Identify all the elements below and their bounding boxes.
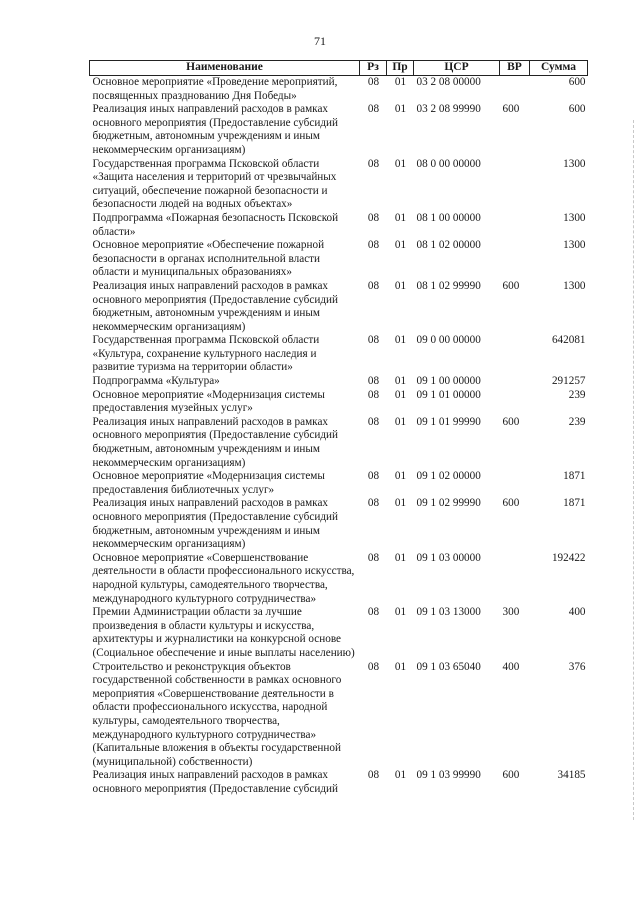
row-sum-cell: 239 xyxy=(568,388,586,401)
row-name-cell: Основное мероприятие «Обеспечение пожарной безопасности в органах исполнительной власти области и муниципальных образованиях» xyxy=(92,239,325,279)
row-vr-cell: 600 xyxy=(502,279,520,292)
row-vr-cell xyxy=(500,334,530,375)
row-name-cell: Государственная программа Псковской области «Защита населения и территорий от чрезвычайных ситуаций, обеспечение пожарной безопасности и безопасности людей на водных объектах» xyxy=(92,157,337,211)
row-sum-cell: 400 xyxy=(568,606,586,619)
row-pr-cell: 01 xyxy=(394,157,407,170)
row-pr-cell: 01 xyxy=(394,497,407,510)
row-pr-cell: 01 xyxy=(394,211,407,224)
row-name-cell: Реализация иных направлений расходов в рамках основного мероприятия (Предоставление субсидий xyxy=(92,769,338,795)
row-csr-cell: 09 1 03 13000 xyxy=(416,606,481,619)
row-rz-cell: 08 xyxy=(367,76,380,88)
table-row xyxy=(90,158,588,212)
row-sum-cell: 291257 xyxy=(551,375,586,388)
row-pr-cell: 01 xyxy=(394,375,407,388)
row-vr-cell: 400 xyxy=(502,660,520,673)
table-row xyxy=(90,375,588,389)
row-csr-cell: 03 2 08 00000 xyxy=(416,76,481,88)
column-header-rz: Рз xyxy=(360,61,387,76)
row-vr-cell: 600 xyxy=(502,415,520,428)
row-csr-cell: 09 1 02 00000 xyxy=(416,470,481,483)
row-rz-cell: 08 xyxy=(367,415,380,428)
row-pr-cell: 01 xyxy=(394,415,407,428)
row-sum-cell: 1871 xyxy=(563,470,586,483)
row-sum-cell: 239 xyxy=(568,415,586,428)
table-row xyxy=(90,416,588,470)
column-header-sum: Сумма xyxy=(530,61,588,76)
row-rz-cell: 08 xyxy=(367,388,380,401)
column-header-csr: ЦСР xyxy=(414,61,500,76)
row-name-cell: Государственная программа Псковской области «Культура, сохранение культурного наследия и развитие туризма на территории области» xyxy=(92,334,320,374)
row-csr-cell: 08 0 00 00000 xyxy=(416,157,481,170)
row-name-cell: Реализация иных направлений расходов в рамках основного мероприятия (Предоставление субсидий бюджетным, автономным учреждениям и иным некоммерческим организациям) xyxy=(92,279,338,333)
row-rz-cell: 08 xyxy=(367,660,380,673)
row-pr-cell: 01 xyxy=(394,76,407,88)
row-pr-cell: 01 xyxy=(394,551,407,564)
row-pr-cell: 01 xyxy=(394,239,407,252)
row-rz-cell: 08 xyxy=(367,279,380,292)
row-sum-cell: 642081 xyxy=(551,334,586,347)
table-row xyxy=(90,76,588,104)
row-rz-cell: 08 xyxy=(367,211,380,224)
table-row xyxy=(90,661,588,770)
row-vr-cell xyxy=(500,239,530,280)
row-pr-cell: 01 xyxy=(394,103,407,116)
row-rz-cell: 08 xyxy=(367,334,380,347)
row-rz-cell: 08 xyxy=(367,551,380,564)
row-name-cell: Подпрограмма «Пожарная безопасность Псковской области» xyxy=(92,211,339,238)
row-sum-cell: 600 xyxy=(568,76,586,88)
row-pr-cell: 01 xyxy=(394,334,407,347)
row-vr-cell xyxy=(500,375,530,389)
row-vr-cell: 300 xyxy=(502,606,520,619)
budget-table xyxy=(89,60,588,796)
row-csr-cell: 08 1 00 00000 xyxy=(416,211,481,224)
row-csr-cell: 09 0 00 00000 xyxy=(416,334,481,347)
row-vr-cell: 600 xyxy=(502,497,520,510)
row-vr-cell xyxy=(500,389,530,416)
table-row xyxy=(90,212,588,239)
row-sum-cell: 1871 xyxy=(563,497,586,510)
row-csr-cell: 09 1 02 99990 xyxy=(416,497,481,510)
row-rz-cell: 08 xyxy=(367,497,380,510)
row-vr-cell: 600 xyxy=(502,103,520,116)
table-row xyxy=(90,103,588,157)
page-number: 71 xyxy=(314,34,326,48)
row-name-cell: Основное мероприятие «Совершенствование деятельности в области профессионального искусства, народной культуры, самодеятельного творчества, международного культурного сотрудничества» xyxy=(92,551,355,605)
row-csr-cell: 09 1 03 65040 xyxy=(416,660,481,673)
row-csr-cell: 09 1 00 00000 xyxy=(416,375,481,388)
table-row xyxy=(90,606,588,660)
row-rz-cell: 08 xyxy=(367,769,380,782)
row-rz-cell: 08 xyxy=(367,470,380,483)
row-name-cell: Основное мероприятие «Проведение мероприятий, посвященных празднованию Дня Победы» xyxy=(92,76,338,102)
row-name-cell: Реализация иных направлений расходов в рамках основного мероприятия (Предоставление субсидий бюджетным, автономным учреждениям и иным некоммерческим организациям) xyxy=(92,103,338,156)
row-rz-cell: 08 xyxy=(367,103,380,116)
column-header-vr: ВР xyxy=(500,61,530,76)
row-rz-cell: 08 xyxy=(367,375,380,388)
table-body xyxy=(90,76,588,797)
row-name-cell: Реализация иных направлений расходов в рамках основного мероприятия (Предоставление субсидий бюджетным, автономным учреждениям и иным некоммерческим организациям) xyxy=(92,497,338,551)
row-vr-cell xyxy=(500,470,530,497)
row-name-cell: Премии Администрации области за лучшие произведения в области культуры и искусства, архитектуры и журналистики на конкурсной основе (Социальное обеспечение и иные выплаты населению) xyxy=(92,606,355,659)
row-csr-cell: 09 1 03 99990 xyxy=(416,769,481,782)
row-sum-cell: 192422 xyxy=(551,551,586,564)
row-sum-cell: 34185 xyxy=(557,769,586,782)
row-sum-cell: 600 xyxy=(568,103,586,116)
row-sum-cell: 1300 xyxy=(563,211,586,224)
row-rz-cell: 08 xyxy=(367,239,380,252)
table-row xyxy=(90,334,588,375)
row-pr-cell: 01 xyxy=(394,388,407,401)
table-row xyxy=(90,239,588,280)
row-csr-cell: 09 1 01 99990 xyxy=(416,415,481,428)
table-row xyxy=(90,470,588,497)
row-rz-cell: 08 xyxy=(367,157,380,170)
row-vr-cell xyxy=(500,76,530,104)
row-sum-cell: 1300 xyxy=(563,279,586,292)
row-vr-cell xyxy=(500,212,530,239)
row-name-cell: Реализация иных направлений расходов в рамках основного мероприятия (Предоставление субсидий бюджетным, автономным учреждениям и иным некоммерческим организациям) xyxy=(92,415,338,469)
row-pr-cell: 01 xyxy=(394,769,407,782)
row-csr-cell: 08 1 02 00000 xyxy=(416,239,481,252)
row-csr-cell: 08 1 02 99990 xyxy=(416,279,481,292)
row-pr-cell: 01 xyxy=(394,660,407,673)
scan-edge-line xyxy=(632,120,634,820)
row-sum-cell: 1300 xyxy=(563,239,586,252)
row-vr-cell: 600 xyxy=(502,769,520,782)
table-row xyxy=(90,769,588,796)
row-rz-cell: 08 xyxy=(367,606,380,619)
row-name-cell: Основное мероприятие «Модернизация системы предоставления музейных услуг» xyxy=(92,388,325,415)
row-csr-cell: 09 1 03 00000 xyxy=(416,551,481,564)
row-pr-cell: 01 xyxy=(394,606,407,619)
row-name-cell: Подпрограмма «Культура» xyxy=(92,375,220,388)
table-row xyxy=(90,389,588,416)
row-csr-cell: 03 2 08 99990 xyxy=(416,103,481,116)
row-vr-cell xyxy=(500,552,530,606)
column-header-name: Наименование xyxy=(90,61,360,76)
row-sum-cell: 1300 xyxy=(563,157,586,170)
row-csr-cell: 09 1 01 00000 xyxy=(416,388,481,401)
table-header-row xyxy=(90,61,588,76)
row-name-cell: Основное мероприятие «Модернизация системы предоставления библиотечных услуг» xyxy=(92,470,325,496)
table-row xyxy=(90,280,588,334)
row-name-cell: Строительство и реконструкция объектов государственной собственности в рамках основного мероприятия «Совершенствование деятельности в области профессионального искусства, народной культуры, самодеятельного творчества, международного культурного сотрудничества» (Капитальные вложения в объекты государственной (муниципальной) собственности) xyxy=(92,660,342,768)
row-pr-cell: 01 xyxy=(394,470,407,483)
table-row xyxy=(90,552,588,606)
row-vr-cell xyxy=(500,158,530,212)
column-header-pr: Пр xyxy=(387,61,414,76)
table-row xyxy=(90,497,588,551)
row-pr-cell: 01 xyxy=(394,279,407,292)
row-sum-cell: 376 xyxy=(568,660,586,673)
